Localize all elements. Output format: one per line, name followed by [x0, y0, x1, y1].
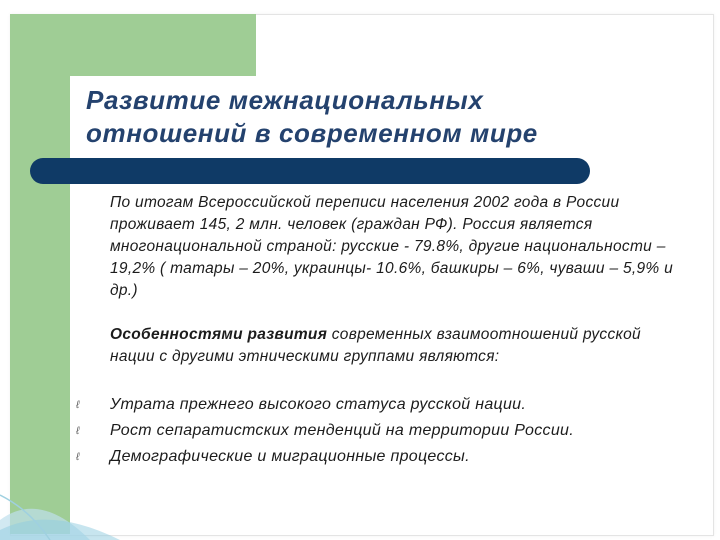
list-item [76, 444, 706, 470]
list-item-text: Рост сепаратистских тенденций на территории России. [110, 422, 574, 439]
features-list [76, 392, 706, 470]
list-item-text: Утрата прежнего высокого статуса русской нации. [110, 396, 527, 413]
list-item [76, 418, 706, 444]
title-line-1: Развитие межнациональных [86, 85, 484, 115]
features-rest: современных взаимоотношений русской нации с другими этническими группами являются: [110, 326, 641, 365]
list-item-text: Демографические и миграционные процессы. [110, 448, 470, 465]
slide-title [86, 84, 686, 150]
title-line-2: отношений в современном мире [86, 118, 538, 148]
list-item [76, 392, 706, 418]
corner-decoration-icon [0, 450, 160, 540]
title-divider-bar [30, 158, 590, 184]
features-paragraph [110, 324, 690, 368]
bullet-icon: ℓ [76, 425, 80, 437]
top-accent-block [10, 14, 256, 76]
features-bold-lead: Особенностями развития [110, 326, 328, 343]
bullet-icon: ℓ [76, 399, 80, 411]
bullet-icon: ℓ [76, 451, 80, 463]
census-paragraph: По итогам Всероссийской переписи населения 2002 года в России проживает 145, 2 млн. человек (граждан РФ). Россия является многонациональной страной: русские - 79.8%, другие национальности – 19,2% ( татары – 20%, украинцы- 10.6%, башкиры – 6%, чуваши – 5,9% и др.) [110, 194, 674, 299]
